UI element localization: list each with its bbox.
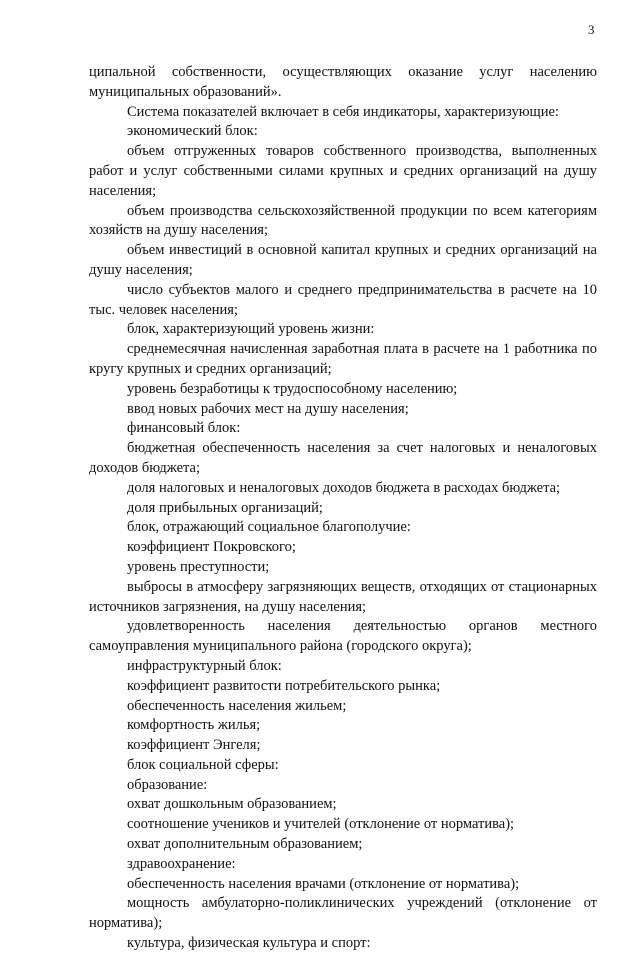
paragraph: уровень преступности; — [127, 558, 270, 575]
paragraph: Система показателей включает в себя индикаторы, характеризующие: — [127, 103, 559, 120]
paragraph: обеспеченность населения врачами (отклонение от норматива); — [127, 875, 520, 892]
paragraph: охват дополнительным образованием; — [127, 836, 363, 853]
paragraph: бюджетная обеспеченность населения за счет налоговых и неналоговых доходов бюджета; — [89, 440, 597, 476]
paragraph: комфортность жилья; — [127, 717, 261, 734]
page-number: 3 — [588, 22, 595, 37]
paragraph: мощность амбулаторно-поликлинических учреждений (отклонение от норматива); — [89, 895, 597, 932]
document-body — [89, 63, 597, 954]
paragraph: объем производства сельскохозяйственной продукции по всем категориям хозяйств на душу населения; — [89, 202, 597, 239]
paragraph: инфраструктурный блок: — [127, 657, 282, 674]
paragraph: образование: — [127, 776, 208, 793]
paragraph: соотношение учеников и учителей (отклонение от норматива); — [127, 816, 515, 833]
paragraph: коэффициент Энгеля; — [127, 737, 261, 754]
paragraph: доля прибыльных организаций; — [127, 499, 323, 516]
paragraph: уровень безработицы к трудоспособному населению; — [127, 380, 458, 397]
paragraph: удовлетворенность населения деятельностью органов местного самоуправления муниципального района (городского округа); — [89, 618, 597, 655]
paragraph: обеспеченность населения жильем; — [127, 697, 347, 714]
paragraph: блок, характеризующий уровень жизни: — [127, 321, 375, 338]
paragraph: финансовый блок: — [127, 420, 241, 437]
paragraph: число субъектов малого и среднего предпринимательства в расчете на 10 тыс. человек населения; — [89, 281, 597, 318]
paragraph: блок социальной сферы: — [127, 756, 279, 773]
paragraph: экономический блок: — [127, 123, 258, 140]
paragraph: здравоохранение: — [127, 855, 236, 872]
paragraph: ввод новых рабочих мест на душу населения; — [127, 400, 409, 417]
paragraph: коэффициент Покровского; — [127, 539, 296, 556]
paragraph-continuation: ципальной собственности, осуществляющих оказание услуг населению муниципальных образований». — [89, 64, 597, 100]
paragraph: охват дошкольным образованием; — [127, 796, 337, 813]
paragraph: культура, физическая культура и спорт: — [127, 935, 371, 952]
paragraph: блок, отражающий социальное благополучие: — [127, 519, 411, 536]
paragraph: объем инвестиций в основной капитал крупных и средних организаций на душу населения; — [89, 242, 597, 278]
paragraph: выбросы в атмосферу загрязняющих веществ, отходящих от стационарных источников загрязнения, на душу населения; — [89, 578, 597, 615]
paragraph: доля налоговых и неналоговых доходов бюджета в расходах бюджета; — [127, 479, 561, 496]
paragraph: коэффициент развитости потребительского рынка; — [127, 677, 441, 694]
paragraph: среднемесячная начисленная заработная плата в расчете на 1 работника по кругу крупных и средних организаций; — [89, 341, 597, 377]
paragraph: объем отгруженных товаров собственного производства, выполненных работ и услуг собственными силами крупных и средних организаций на душу населения; — [89, 143, 597, 199]
